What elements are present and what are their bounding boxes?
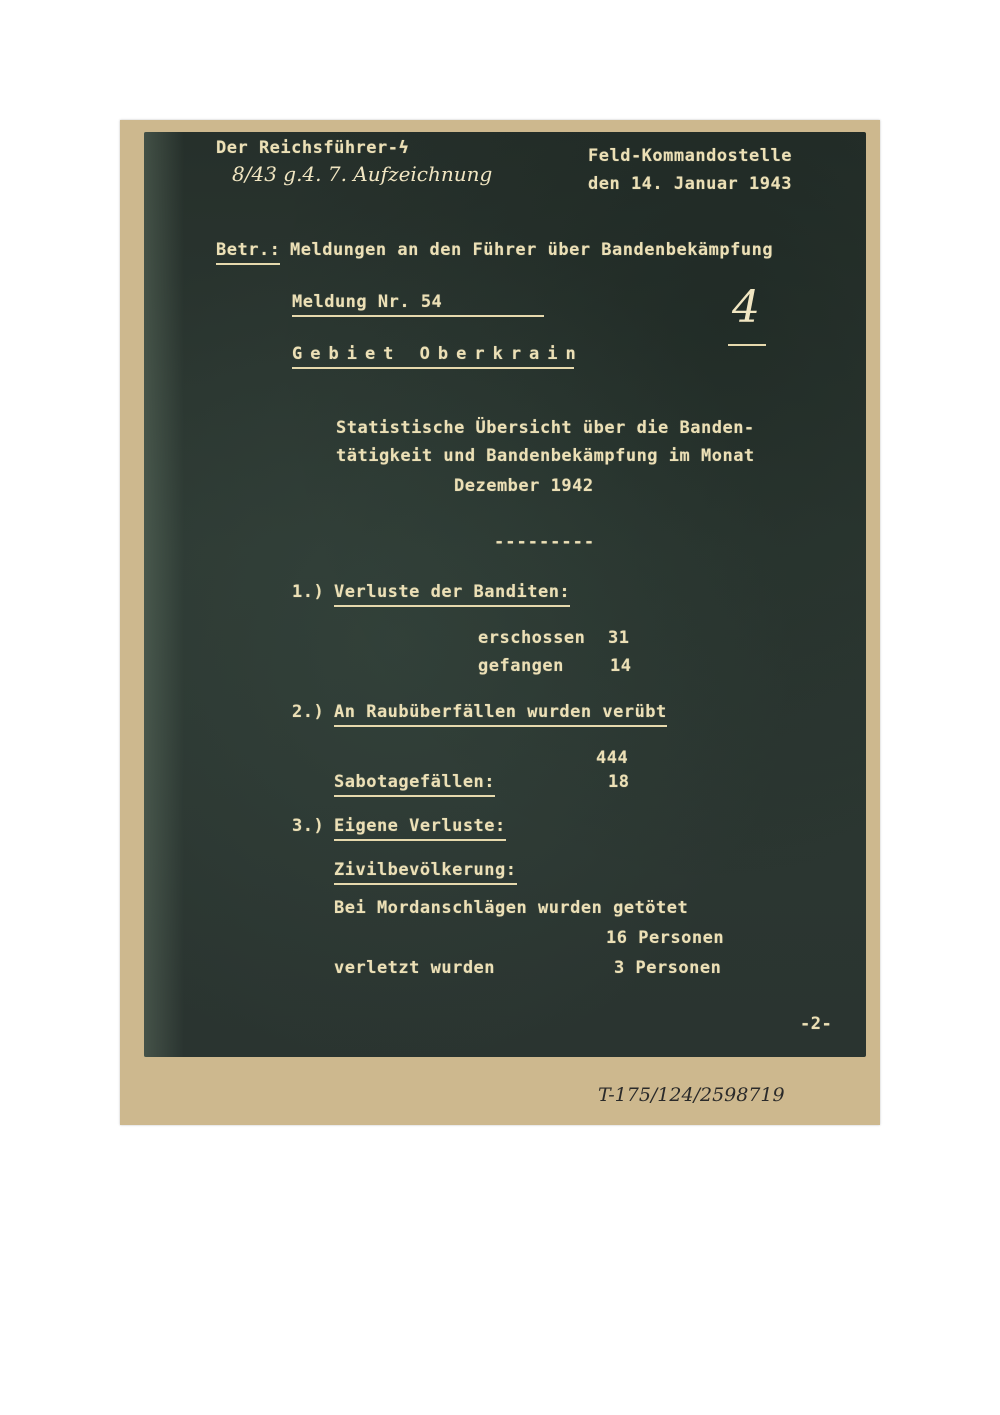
section-1-row-value: 14 <box>610 656 632 676</box>
sabotage-label: Sabotagefällen: <box>334 772 495 797</box>
section-3-title: Eigene Verluste: <box>334 816 506 841</box>
separator: --------- <box>494 532 596 552</box>
section-1-row-label: gefangen <box>478 656 564 676</box>
section-1-title: Verluste der Banditen: <box>334 582 570 607</box>
intro-line-3: Dezember 1942 <box>454 476 594 496</box>
section-2-number: 2.) <box>292 702 325 722</box>
report-number: Meldung Nr. 54 <box>292 292 544 317</box>
handwritten-number: 4 <box>732 282 760 333</box>
killed-value: 16 Personen <box>606 928 725 948</box>
injured-label: verletzt wurden <box>334 958 496 978</box>
subject-text: Meldungen an den Führer über Bandenbekämpfung <box>290 240 774 260</box>
subject-label: Betr.: <box>216 240 280 265</box>
raids-value: 444 <box>596 748 629 768</box>
civil-label: Zivilbevölkerung: <box>334 860 517 885</box>
page-marker: -2- <box>800 1014 833 1034</box>
intro-line-2: tätigkeit und Bandenbekämpfung im Monat <box>336 446 755 466</box>
sheet-edge-shade <box>144 132 184 1057</box>
sabotage-value: 18 <box>608 772 630 792</box>
section-3-number: 3.) <box>292 816 325 836</box>
header-handwritten-note: 8/43 g.4. 7. Aufzeichnung <box>232 162 493 186</box>
section-1-number: 1.) <box>292 582 325 602</box>
section-1-row-label: erschossen <box>478 628 586 648</box>
header-date: den 14. Januar 1943 <box>588 174 792 194</box>
handwritten-underline <box>728 344 766 346</box>
header-sender: Der Reichsführer-ϟ <box>216 138 410 158</box>
report-region: Gebiet Oberkrain <box>292 344 574 369</box>
injured-value: 3 Personen <box>614 958 722 978</box>
archive-reference: T-175/124/2598719 <box>598 1084 785 1106</box>
section-1-row-value: 31 <box>608 628 630 648</box>
document-sheet <box>144 132 866 1057</box>
intro-line-1: Statistische Übersicht über die Banden- <box>336 418 755 438</box>
header-location: Feld-Kommandostelle <box>588 146 792 166</box>
killed-line: Bei Mordanschlägen wurden getötet <box>334 898 689 918</box>
document-photo <box>120 120 880 1125</box>
section-2-title: An Raubüberfällen wurden verübt <box>334 702 667 727</box>
